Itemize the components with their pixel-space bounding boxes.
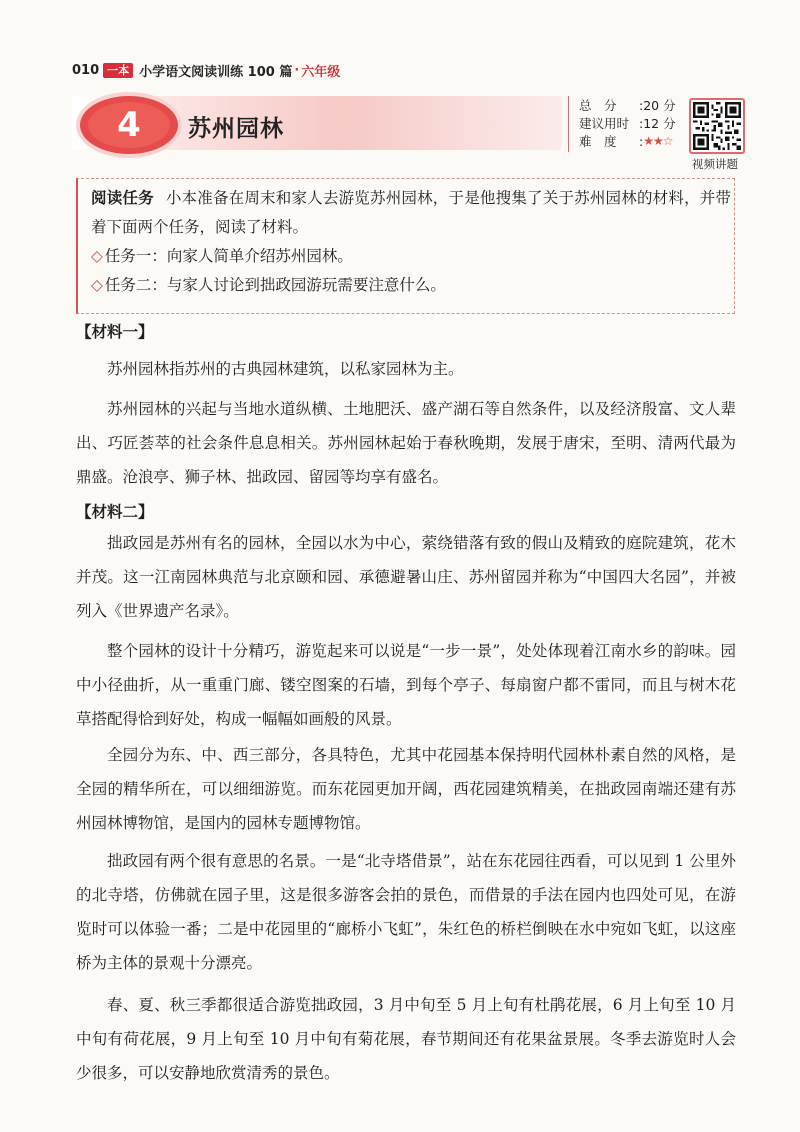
grade-label: 六年级 <box>301 64 341 80</box>
material-1-heading: 【材料一】 <box>76 323 154 341</box>
diamond-icon: ◇ <box>91 276 103 294</box>
header-separator: · <box>294 62 300 78</box>
difficulty-stars: ★★☆ <box>643 134 673 148</box>
task-label: 阅读任务 <box>91 189 154 207</box>
task-item-2 <box>91 271 731 300</box>
material-2-paragraph-4: 拙政园有两个很有意思的名景。一是“北寺塔借景”，站在东花园往西看，可以见到 1 公里外的北寺塔，仿佛就在园子里，这是很多游客会拍的景色，而借景的手法在园内也四处可见，在游览时可以体验一番；二是中花园里的“廊桥小飞虹”，朱红色的桥栏倒映在水中宛如飞虹，以这座桥为主体的景观十分漂亮。 <box>76 852 736 972</box>
page-number: 010 <box>72 62 100 78</box>
material-2-paragraph-5: 春、夏、秋三季都很适合游览拙政园，3 月中旬至 5 月上旬有杜鹃花展，6 月上旬至 10 月中旬有荷花展，9 月上旬至 10 月中旬有菊花展，春节期间还有花果盆景展。冬季去游览时人会少很多，可以安静地欣赏清秀的景色。 <box>76 996 736 1082</box>
brand-logo: 一本 <box>103 63 133 78</box>
page-header <box>72 62 340 78</box>
difficulty-label: 难 度 <box>579 134 617 149</box>
material-2-paragraph-1: 拙政园是苏州有名的园林，全园以水为中心，萦绕错落有致的假山及精致的庭院建筑，花木并茂。这一江南园林典范与北京颐和园、承德避暑山庄、苏州留园并称为“中国四大名园”，并被列入《世界遗产名录》。 <box>76 534 736 620</box>
lesson-number-badge <box>80 96 178 154</box>
material-2-paragraph-3: 全园分为东、中、西三部分，各具特色，尤其中花园基本保持明代园林朴素自然的风格，是全园的精华所在，可以细细游览。而东花园更加开阔，西花园建筑精美，在拙政园南端还建有苏州园林博物馆，是国内的园林专题博物馆。 <box>76 746 736 832</box>
difficulty-colon: : <box>639 133 644 149</box>
time-value: :12 分 <box>639 116 676 131</box>
book-title: 小学语文阅读训练 100 篇 <box>139 64 293 80</box>
task-item-1-text: 任务一：向家人简单介绍苏州园林。 <box>104 247 353 265</box>
score-value: :20 分 <box>639 98 676 113</box>
difficulty-row <box>579 132 697 150</box>
material-1-paragraph-2: 苏州园林的兴起与当地水道纵横、土地肥沃、盛产湖石等自然条件，以及经济殷富、文人辈出、巧匠荟萃的社会条件息息相关。苏州园林起始于春秋晚期，发展于唐宋，至明、清两代最为鼎盛。沧浪亭、狮子林、拙政园、留园等均享有盛名。 <box>76 400 736 486</box>
material-2-paragraph-2: 整个园林的设计十分精巧，游览起来可以说是“一步一景”，处处体现着江南水乡的韵味。园中小径曲折，从一重重门廊、镂空图案的石墙，到每个亭子、每扇窗户都不雷同，而且与树木花草搭配得恰到好处，构成一幅幅如画般的风景。 <box>76 642 736 728</box>
material-2-heading: 【材料二】 <box>76 503 154 521</box>
qr-code-icon[interactable] <box>689 98 745 154</box>
qr-code-graphic <box>693 102 741 150</box>
time-label: 建议用时 <box>579 116 630 131</box>
material-1-paragraph-1: 苏州园林指苏州的古典园林建筑，以私家园林为主。 <box>107 360 464 378</box>
task-item-1 <box>91 242 731 271</box>
task-item-2-text: 任务二：与家人讨论到拙政园游玩需要注意什么。 <box>104 276 446 294</box>
score-row <box>579 96 697 114</box>
lesson-title: 苏州园林 <box>188 116 284 142</box>
qr-caption: 视频讲题 <box>692 157 738 171</box>
time-row <box>579 114 697 132</box>
meta-info <box>568 96 697 152</box>
task-intro: 小本准备在周末和家人去游览苏州园林，于是他搜集了关于苏州园林的材料，并带着下面两个任务，阅读了材料。 <box>91 189 731 236</box>
score-label: 总 分 <box>579 98 617 113</box>
lesson-number: 4 <box>88 102 170 148</box>
reading-task-content <box>91 184 731 300</box>
task-intro-line <box>91 184 731 242</box>
diamond-icon: ◇ <box>91 247 103 265</box>
